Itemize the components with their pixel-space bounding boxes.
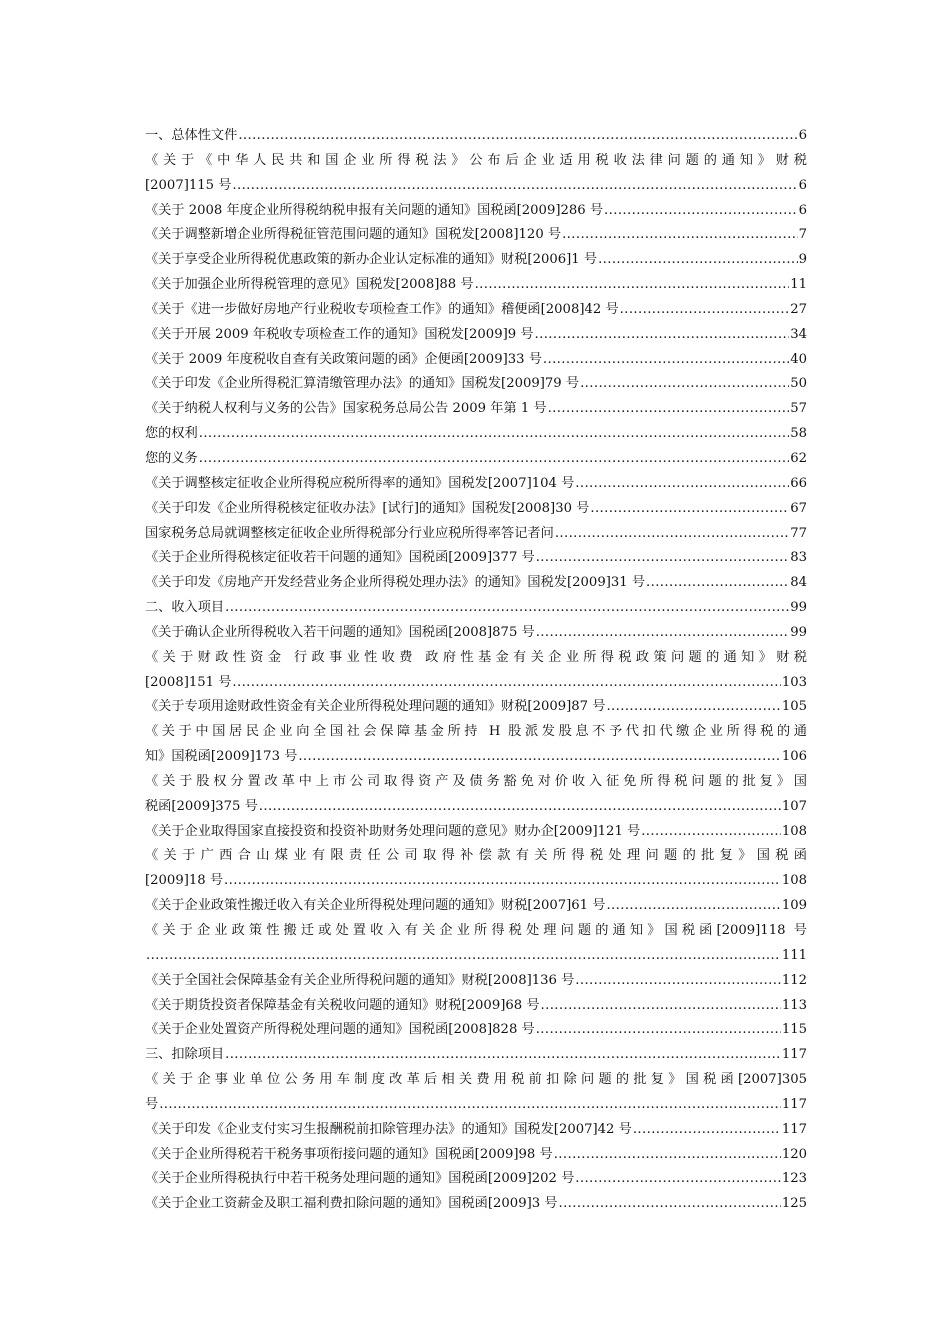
toc-entry[interactable] [145,621,807,646]
toc-entry-title: 您的义务 [145,450,198,466]
dot-leader [536,546,790,571]
toc-entry[interactable] [145,1143,807,1168]
toc-entry[interactable] [145,323,807,348]
toc-entry[interactable] [145,844,807,894]
toc-entry[interactable] [145,248,807,273]
toc-entry[interactable] [145,1068,807,1118]
toc-entry[interactable] [145,472,807,497]
toc-entry-title: 《关于企业处置资产所得税处理问题的通知》国税函[2008]828 号 [145,1022,535,1038]
toc-page-number: 108 [781,823,807,839]
dot-leader [575,969,781,994]
toc-entry-title: 《关于调整核定征收企业所得税应税所得率的通知》国税发[2007]104 号 [145,475,575,491]
toc-entry[interactable] [145,298,807,323]
dot-leader [225,1043,781,1068]
dot-leader [298,745,780,770]
toc-page-number: 77 [790,525,807,541]
toc-entry[interactable] [145,1018,807,1043]
dot-leader [606,894,780,919]
toc-page-number: 117 [781,1121,807,1137]
toc-entry-title: 《关于企业取得国家直接投资和投资补助财务处理问题的意见》财办企[2009]121 号 [145,823,641,839]
toc-page-number: 123 [781,1171,807,1187]
dot-leader [620,298,790,323]
dot-leader [554,1143,781,1168]
toc-entry[interactable] [145,223,807,248]
toc-entry-title: 《关于专项用途财政性资金有关企业所得税处理问题的通知》财税[2009]87 号 [145,699,606,715]
toc-entry-title: 《关于印发《企业支付实习生报酬税前扣除管理办法》的通知》国税发[2007]42 号 [145,1121,632,1137]
toc-page-number: 109 [781,898,807,914]
toc-page-number: 62 [790,450,807,466]
toc-page-number: 6 [798,128,807,143]
toc-entry-title: 《关于《进一步做好房地产行业税收专项检查工作》的通知》稽便函[2008]42 号 [145,301,619,317]
toc-entry-title: 《关于 2008 年度企业所得税纳税申报有关问题的通知》国税函[2009]286 号 [145,202,604,218]
toc-entry[interactable] [145,497,807,522]
dot-leader [535,323,790,348]
toc-entry[interactable] [145,1118,807,1143]
dot-leader [606,695,780,720]
toc-page-number: 58 [790,426,807,442]
toc-entry[interactable] [145,372,807,397]
toc-entry[interactable] [145,969,807,994]
toc-page-number: 34 [790,326,807,342]
toc-entry-title: 三、扣除项目 [145,1047,225,1063]
toc-entry[interactable] [145,919,807,969]
toc-page-number: 66 [790,475,807,491]
toc-page-number: 27 [790,301,807,317]
toc-page-number: 113 [781,997,807,1013]
toc-entry[interactable] [145,522,807,547]
toc-page-number: 57 [790,401,807,417]
toc-entry-title-continued: 号 [145,1096,159,1112]
toc-page-number: 99 [790,624,807,640]
dot-leader [646,571,789,596]
dot-leader [543,348,789,373]
toc-entry[interactable] [145,720,807,770]
toc-entry[interactable] [145,994,807,1019]
toc-entry-title: 《关于财政性资金 行政事业性收费 政府性基金有关企业所得税政策问题的通知》财税 [145,649,807,665]
toc-entry-title: 您的权利 [145,426,198,442]
toc-page-number: 117 [781,1096,807,1112]
toc-entry[interactable] [145,1167,807,1192]
dot-leader [536,1018,781,1043]
dot-leader [146,944,781,969]
toc-page-number: 111 [781,947,807,963]
toc-page-number: 40 [790,351,807,367]
toc-entry[interactable] [145,124,807,149]
dot-leader [225,596,789,621]
toc-entry[interactable] [145,820,807,845]
dot-leader [590,497,789,522]
toc-page-number: 117 [781,1047,807,1063]
toc-entry[interactable] [145,646,807,696]
dot-leader [580,372,789,397]
toc-entry[interactable] [145,695,807,720]
dot-leader [536,621,790,646]
toc-entry[interactable] [145,422,807,447]
toc-entry-title: 《关于享受企业所得税优惠政策的新办企业认定标准的通知》财税[2006]1 号 [145,252,598,268]
toc-entry[interactable] [145,770,807,820]
toc-page-number: 99 [790,600,807,616]
toc-entry-title: 《关于企业政策性搬迁收入有关企业所得税处理问题的通知》财税[2007]61 号 [145,898,606,914]
toc-entry-title: 《关于全国社会保障基金有关企业所得税问题的通知》财税[2008]136 号 [145,972,575,988]
toc-entry-title: 《关于确认企业所得税收入若干问题的通知》国税函[2008]875 号 [145,624,535,640]
toc-page-number: 112 [781,972,807,988]
dot-leader [575,1167,781,1192]
toc-page-number: 105 [781,699,807,715]
toc-entry-title: 《关于开展 2009 年税收专项检查工作的通知》国税发[2009]9 号 [145,326,534,342]
toc-page-number: 11 [790,277,807,293]
toc-entry-title-continued: 知》国税函[2009]173 号 [145,749,298,765]
dot-leader [559,1192,781,1217]
toc-page-number: 67 [790,500,807,516]
toc-entry-title-continued: 税函[2009]375 号 [145,798,258,814]
toc-entry-title-continued: [2009]18 号 [145,873,224,889]
dot-leader [475,273,790,298]
toc-entry-title: 《关于企业所得税执行中若干税务处理问题的通知》国税函[2009]202 号 [145,1171,575,1187]
toc-entry[interactable] [145,1192,807,1217]
table-of-contents [145,124,807,1217]
toc-page-number: 108 [781,873,807,889]
toc-entry[interactable] [145,199,807,224]
toc-entry-title: 《关于企业工资薪金及职工福利费扣除问题的通知》国税函[2009]3 号 [145,1196,558,1212]
toc-page-number: 9 [798,252,807,268]
toc-page-number: 107 [781,798,807,814]
toc-entry-title: 《关于《中华人民共和国企业所得税法》公布后企业适用税收法律问题的通知》财税 [145,152,807,168]
toc-entry[interactable] [145,546,807,571]
toc-entry[interactable] [145,894,807,919]
toc-entry-title: 《关于印发《企业所得税汇算清缴管理办法》的通知》国税发[2009]79 号 [145,376,580,392]
toc-entry[interactable] [145,447,807,472]
toc-entry-title-continued: [2008]151 号 [145,674,232,690]
toc-page-number: 120 [781,1146,807,1162]
dot-leader [259,795,781,820]
toc-entry-title: 《关于中国居民企业向全国社会保障基金所持 H 股派发股息不予代扣代缴企业所得税的通 [145,724,807,740]
toc-entry-title: 《关于企事业单位公务用车制度改革后相关费用税前扣除问题的批复》国税函[2007]305 [145,1072,807,1088]
toc-entry-title: 《关于印发《房地产开发经营业务企业所得税处理办法》的通知》国税发[2009]31 号 [145,575,646,591]
toc-page-number: 7 [798,227,807,243]
toc-page-number: 6 [798,177,807,193]
toc-entry[interactable] [145,596,807,621]
toc-entry[interactable] [145,1043,807,1068]
toc-entry-title: 《关于期货投资者保障基金有关税收问题的通知》财税[2009]68 号 [145,997,540,1013]
toc-entry-title: 国家税务总局就调整核定征收企业所得税部分行业应税所得率答记者问 [145,525,554,541]
dot-leader [633,1118,781,1143]
toc-page-number: 50 [790,376,807,392]
toc-page-number: 103 [781,674,807,690]
toc-page-number: 6 [798,202,807,218]
toc-entry[interactable] [145,348,807,373]
toc-page-number: 115 [781,1022,807,1038]
dot-leader [232,174,797,199]
dot-leader [238,124,797,149]
toc-entry-title: 《关于加强企业所得税管理的意见》国税发[2008]88 号 [145,277,474,293]
toc-page-number: 125 [781,1196,807,1212]
dot-leader [641,820,781,845]
dot-leader [575,472,789,497]
dot-leader [199,422,789,447]
toc-page-number: 106 [781,749,807,765]
toc-entry-title: 《关于广西合山煤业有限责任公司取得补偿款有关所得税处理问题的批复》国税函 [145,848,807,864]
toc-entry-title: 《关于股权分置改革中上市公司取得资产及债务豁免对价收入征免所得税问题的批复》国 [145,773,807,789]
dot-leader [224,869,781,894]
dot-leader [548,397,790,422]
dot-leader [604,199,798,224]
toc-entry[interactable] [145,571,807,596]
dot-leader [159,1093,781,1118]
toc-entry-title: 《关于企业所得税核定征收若干问题的通知》国税函[2009]377 号 [145,550,535,566]
toc-entry[interactable] [145,273,807,298]
toc-entry-title-continued: [2007]115 号 [145,177,232,193]
dot-leader [562,223,798,248]
toc-page-number: 83 [790,550,807,566]
toc-entry[interactable] [145,149,807,199]
toc-entry-title: 《关于纳税人权利与义务的公告》国家税务总局公告 2009 年第 1 号 [145,401,547,417]
dot-leader [598,248,798,273]
dot-leader [232,671,780,696]
toc-entry[interactable] [145,397,807,422]
toc-entry-title: 一、总体性文件 [145,128,238,143]
toc-entry-title: 《关于企业政策性搬迁或处置收入有关企业所得税处理问题的通知》国税函[2009]118 号 [145,923,807,938]
dot-leader [199,447,789,472]
dot-leader [555,522,789,547]
toc-entry-title: 《关于调整新增企业所得税征管范围问题的通知》国税发[2008]120 号 [145,227,562,243]
toc-entry-title: 二、收入项目 [145,600,225,616]
toc-entry-title: 《关于印发《企业所得税核定征收办法》[试行]的通知》国税发[2008]30 号 [145,500,590,516]
toc-entry-title: 《关于企业所得税若干税务事项衔接问题的通知》国税函[2009]98 号 [145,1146,553,1162]
toc-page-number: 84 [790,575,807,591]
dot-leader [541,994,781,1019]
toc-entry-title: 《关于 2009 年度税收自查有关政策问题的函》企便函[2009]33 号 [145,351,542,367]
